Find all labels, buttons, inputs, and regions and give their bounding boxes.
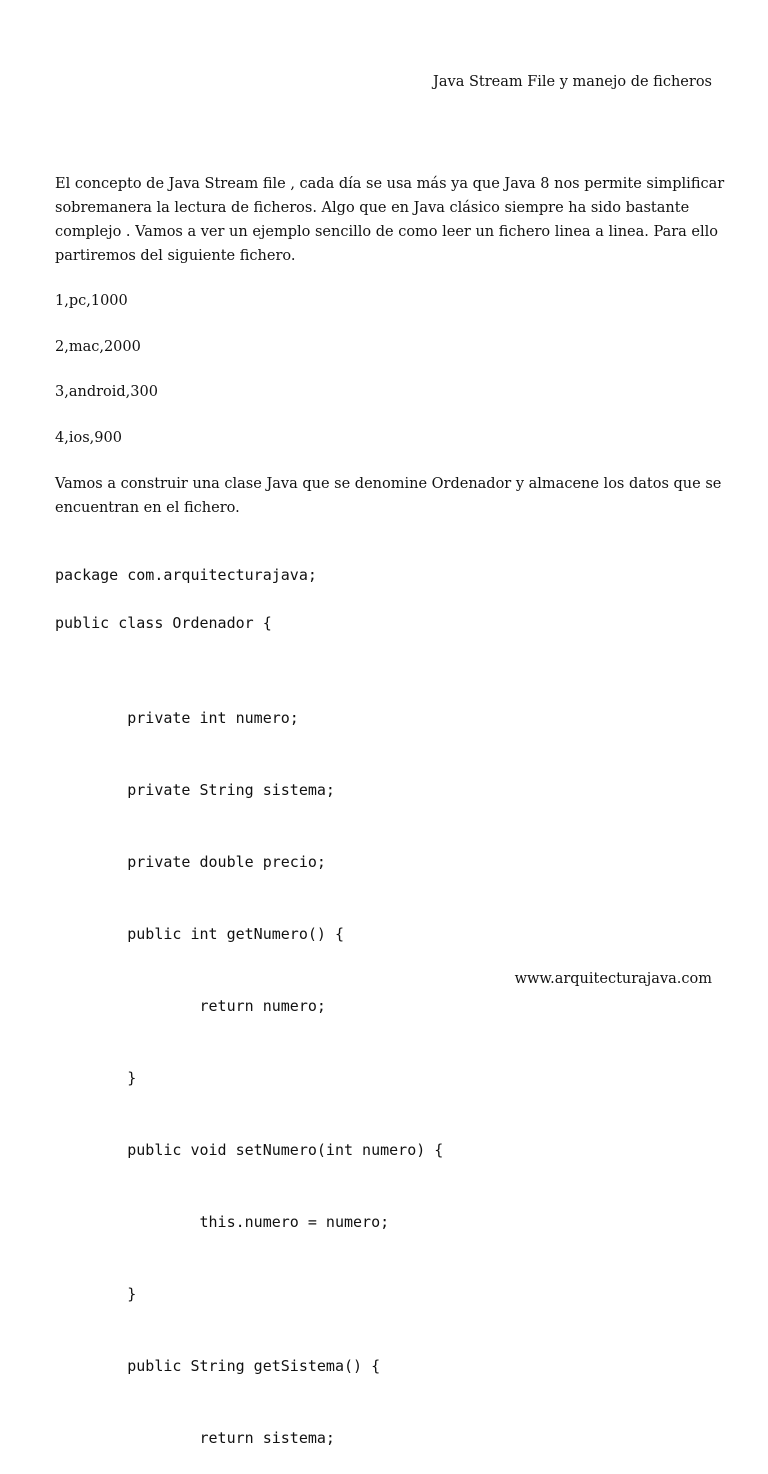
code-line: public int getNumero() { [55,925,344,943]
intro-line: sobremanera la lectura de ficheros. Algo que en Java clásico siempre ha sido bastante [55,200,690,216]
code-line: } [55,1285,137,1303]
file-line-1: 1,pc,1000 [55,293,128,309]
code-line: public String getSistema() { [55,1357,381,1375]
code-line: } [55,1069,137,1087]
code-line: private double precio; [55,853,326,871]
code-line: this.numero = numero; [55,1213,390,1231]
class-description-paragraph [55,472,721,520]
code-line: private String sistema; [55,781,335,799]
file-line-2: 2,mac,2000 [55,339,141,355]
file-line-4: 4,ios,900 [55,430,122,446]
intro-line: complejo . Vamos a ver un ejemplo sencillo de como leer un fichero linea a linea. Para ello [55,224,719,240]
code-class-line: public class Ordenador { [55,614,272,632]
intro-line: El concepto de Java Stream file , cada día se usa más ya que Java 8 nos permite simplificar [55,176,725,192]
intro-paragraph [55,172,725,268]
paragraph-line: Vamos a construir una clase Java que se denomine Ordenador y almacene los datos que se [55,476,722,492]
code-line: return sistema; [55,1429,335,1447]
paragraph-line: encuentran en el fichero. [55,500,240,516]
file-line-3: 3,android,300 [55,384,158,400]
page-header-title: Java Stream File y manejo de ficheros [433,74,712,90]
code-block [55,658,443,1474]
code-line: private int numero; [55,709,299,727]
footer-url: www.arquitecturajava.com [514,971,712,987]
intro-line: partiremos del siguiente fichero. [55,248,296,264]
code-package-line: package com.arquitecturajava; [55,566,317,584]
code-line: public void setNumero(int numero) { [55,1141,444,1159]
code-line: return numero; [55,997,326,1015]
